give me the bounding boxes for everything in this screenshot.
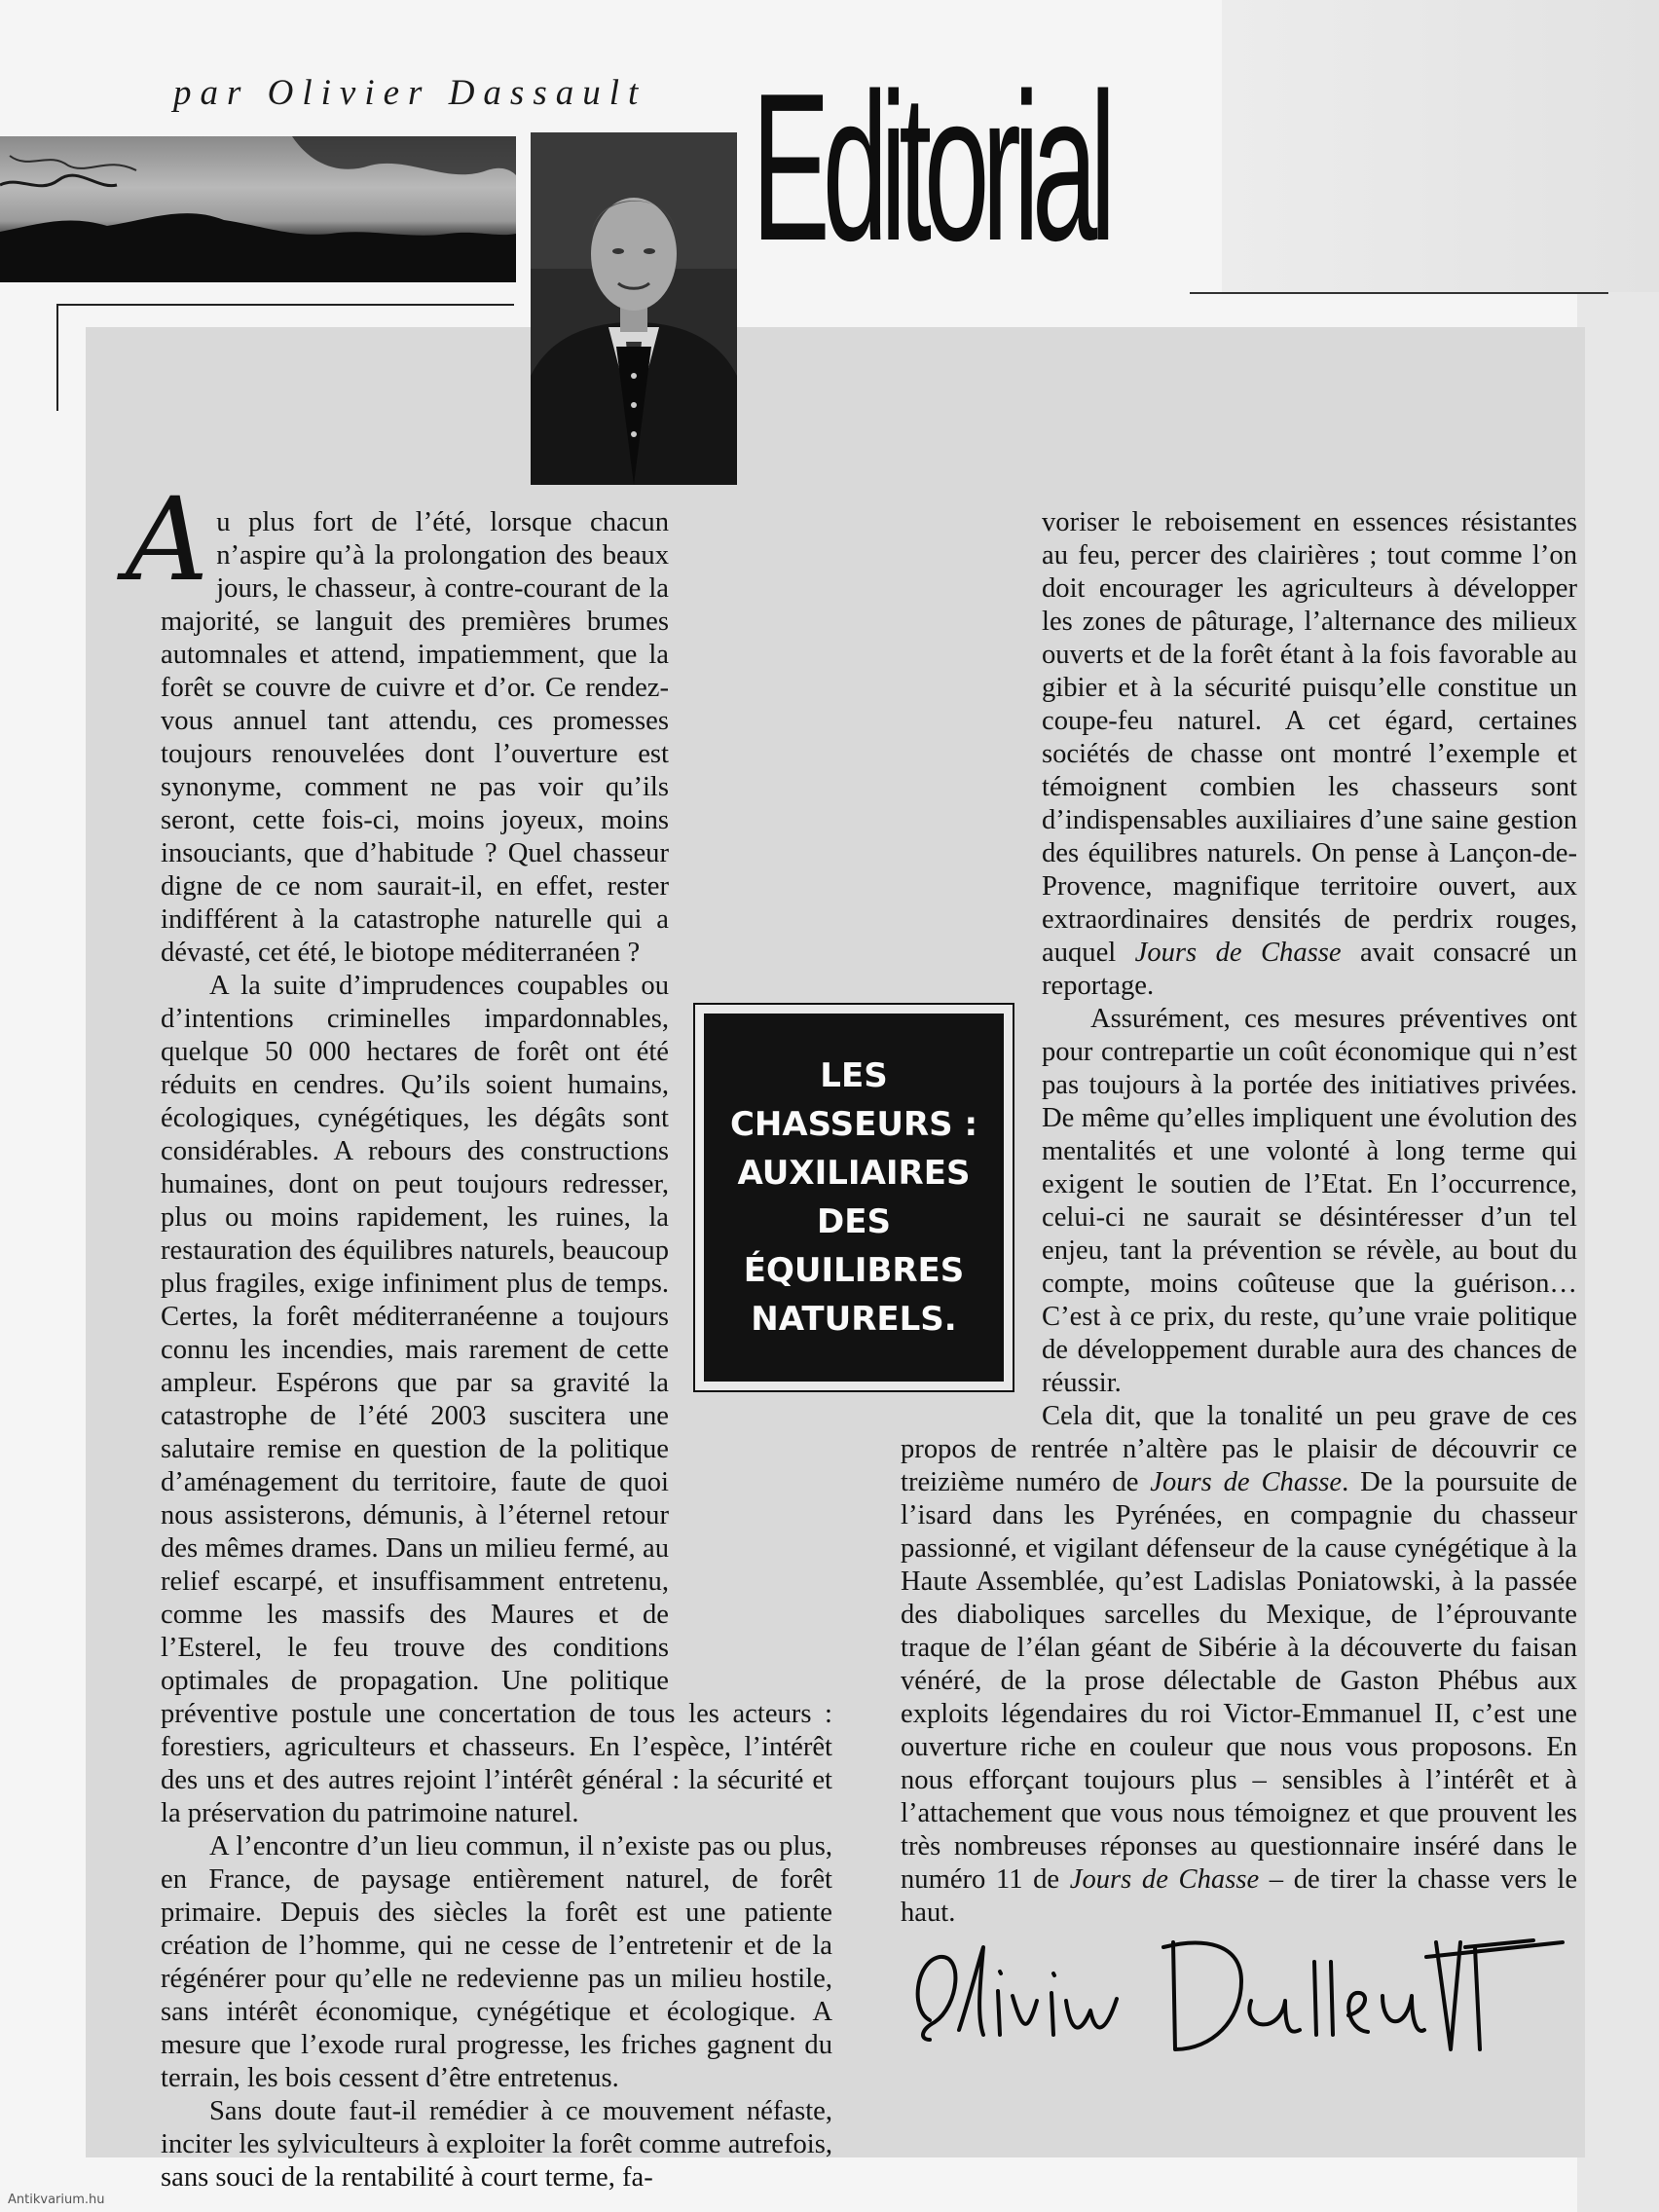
paragraph-2: A la suite d’imprudences coupables ou d’intentions criminelles impardonnables, quelque 50 000 hectares de forêt ont été réduits en cendres. Qu’ils soient humains, écologiques, cynégétiques, les dégâts sont considérables. A rebours des constructions humaines, dont on peut toujours redresser, plus ou moins rapidement, les ruines, la restauration des équilibres naturels, beaucoup plus fragiles, exige infiniment plus de temps. Certes, la forêt méditerranéenne a toujours connu les incendies, mais rarement de cette ampleur. Espérons que par sa gravité la catastrophe de l’été 2003 suscitera une salutaire remise en question de la politique d’aménagement du territoire, faute de quoi nous assisterons, démunis, à l’éternel retour des mêmes drames. Dans un milieu fermé, au relief escarpé, et insuffisamment entretenu, comme les massifs des Maures et de l’Esterel, le feu trouve des conditions optimales de propagation. Une politique préventive postule une concertation de tous les acteurs : forestiers, agriculteurs et chasseurs. En l’espèce, l’intérêt des uns et des autres rejoint l’intérêt général : la sécurité et la préservation du patrimoine naturel. xyxy=(161,971,832,1828)
paragraph-4: Sans doute faut-il remédier à ce mouvement néfaste, inciter les sylviculteurs à exploiter la forêt comme autrefois, sans souci de la rentabilité à court terme, fa- xyxy=(161,2096,832,2193)
signature xyxy=(891,1903,1572,2108)
landscape-photo xyxy=(0,136,516,282)
watermark: Antikvarium.hu xyxy=(8,2193,105,2207)
pullquote-line: AUXILIAIRES xyxy=(737,1154,971,1193)
frame-rule-horizontal xyxy=(56,304,514,306)
pullquote-line: ÉQUILIBRES xyxy=(743,1251,965,1290)
paragraph-3: A l’encontre d’un lieu commun, il n’existe pas ou plus, en France, de paysage entièrement naturel, de forêt primaire. Depuis des siècles la forêt est une patiente création de l’homme, qui ne cesse de l’entretenir et de la régénérer pour qu’elle ne redevienne pas un milieu hostile, sans intérêt économique, cynégétique et écologique. A mesure que l’exode rural progresse, les friches gagnent du terrain, les bois cessent d’être entretenus. xyxy=(161,1831,832,2093)
byline: par Olivier Dassault xyxy=(173,73,647,113)
pullquote-line: LES xyxy=(820,1056,888,1095)
magazine-title: Jours de Chasse xyxy=(1134,938,1342,968)
paragraph-1: u plus fort de l’été, lorsque chacun n’aspire qu’à la prolongation des beaux jours, le chasseur, à contre-courant de la majorité, se languit des premières brumes automnales et attend, impatiemment, que la forêt se couvre de cuivre et d’or. Ce rendez-vous annuel tant attendu, ces promesses toujours renouvelées dont l’ouverture est synonyme, comment ne pas voir qu’ils seront, cette fois-ci, moins joyeux, moins insouciants, que d’habitude ? Quel chasseur digne de ce nom saurait-il, en effet, rester indifférent à la catastrophe naturelle qui a dévasté, cet été, le biotope méditerranéen ? xyxy=(161,507,669,968)
paragraph-7: Cela dit, que la tonalité un peu grave de ces propos de rentrée n’altère pas le plaisir de découvrir ce treizième numéro de Jours de Chasse. De la poursuite de l’isard dans les Pyrénées, en compagnie du chasseur passionné, et vigilant défenseur de la cause cynégétique à la Haute Assemblée, qu’est Ladislas Poniatowski, à la passée des diaboliques sarcelles du Mexique, de l’éprouvante traque de l’élan géant de Sibérie à la découverte du faisan vénéré, de la prose délectable de Gaston Phébus aux exploits légendaires du roi Victor-Emmanuel II, c’est une ouverture riche en couleur que nous vous proposons. En nous efforçant toujours plus – sensibles à l’intérêt et à l’attachement que vous nous témoignez et que prouvent les très nombreuses réponses au questionnaire inséré dans le numéro 11 de Jours de Chasse – de tirer la chasse vers le haut. xyxy=(901,1401,1578,1928)
frame-rule-vertical xyxy=(56,304,58,411)
adjacent-page-shadow xyxy=(1222,0,1659,292)
pullquote-line: NATURELS. xyxy=(751,1300,957,1339)
paragraph-6: Assurément, ces mesures préventives ont pour contrepartie un coût économique qui n’est pas toujours à la portée des initiatives privées. De même qu’elles impliquent une évolution des mentalités et une volonté à long terme qui exigent le soutien de l’Etat. En l’occurrence, celui-ci ne saurait se désintéresser d’un tel enjeu, tant la prévention se révèle, au bout du compte, moins coûteuse que la guérison… C’est à ce prix, du reste, qu’une vraie politique de développement durable aura des chances de réussir. xyxy=(1042,1004,1577,1398)
author-portrait xyxy=(531,132,737,485)
page-title: Editorial xyxy=(752,49,1109,284)
pullquote-line: DES xyxy=(817,1202,891,1241)
drop-cap: A xyxy=(126,472,209,607)
magazine-title: Jours de Chasse xyxy=(1069,1864,1260,1895)
paragraph-5: voriser le reboisement en essences résistantes au feu, percer des clairières ; tout comme l’on doit encourager les agriculteurs à développer les zones de pâturage, l’alternance des milieux ouverts et de la forêt étant à la fois favorable au gibier et à la sécurité puisqu’elle constitue un coupe-feu naturel. A cet égard, certaines sociétés de chasse ont montré l’exemple et témoignent combien les chasseurs sont d’indispensables auxiliaires d’une saine gestion des équilibres naturels. On pense à Lançon-de-Provence, magnifique territoire ouvert, aux extraordinaires densités de perdrix rouges, auquel Jours de Chasse avait consacré un reportage. xyxy=(1042,507,1578,1001)
magazine-title: Jours de Chasse xyxy=(1150,1467,1343,1497)
pullquote xyxy=(704,1014,1004,1382)
pullquote-box xyxy=(693,1003,1014,1392)
adjacent-page-edge xyxy=(1577,292,1659,2212)
frame-rule-right xyxy=(1190,292,1608,294)
pullquote-line: CHASSEURS : xyxy=(729,1105,978,1144)
